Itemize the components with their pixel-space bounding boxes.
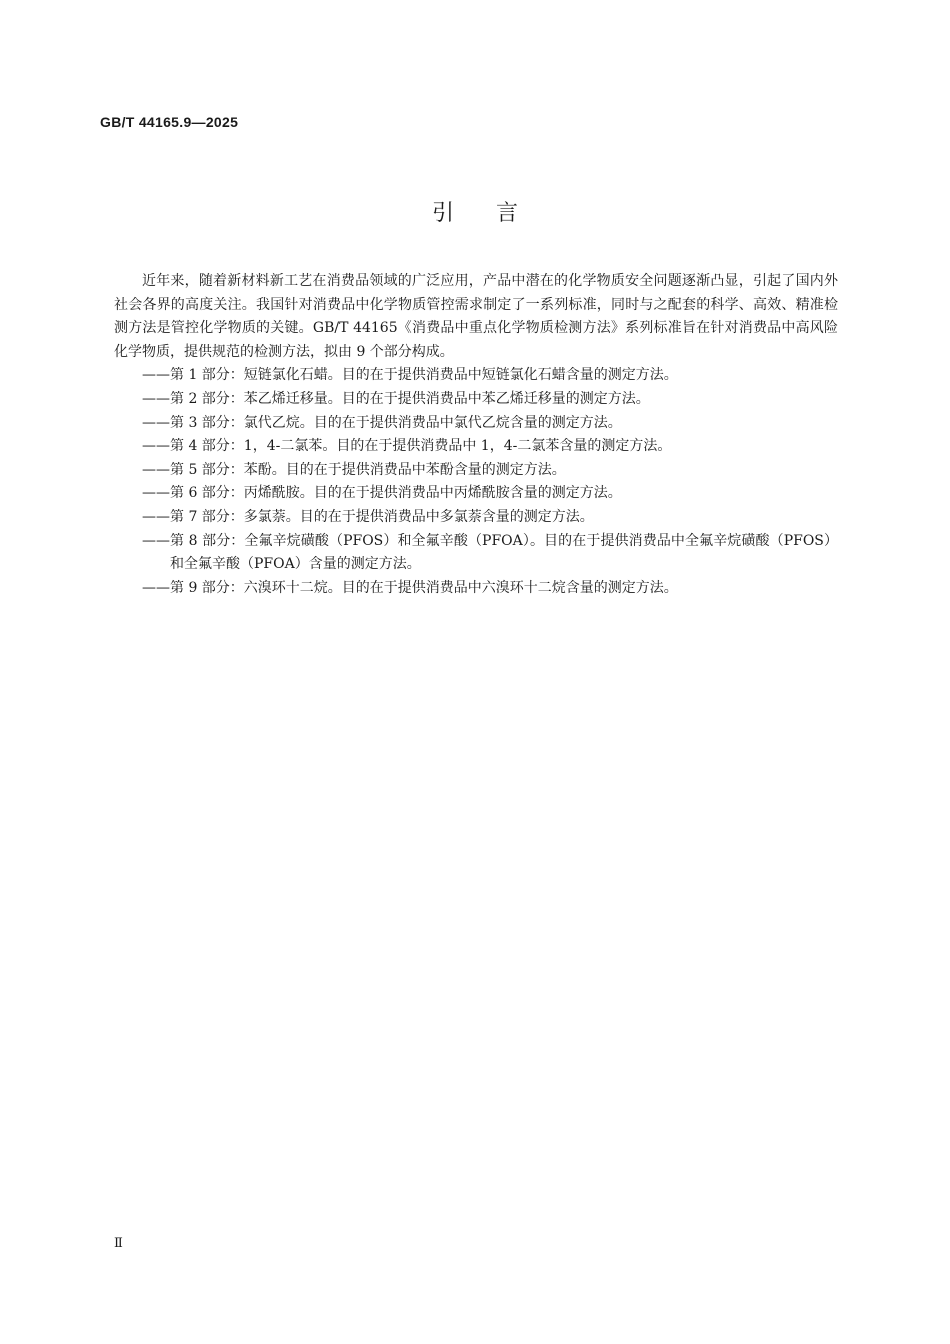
list-dash: —— xyxy=(142,532,170,549)
list-item-part-4 xyxy=(114,435,838,459)
page-number: Ⅱ xyxy=(114,1236,123,1251)
part-description: 第 3 部分：氯代乙烷。目的在于提供消费品中氯代乙烷含量的测定方法。 xyxy=(170,414,622,431)
list-dash: —— xyxy=(142,485,170,502)
list-item-part-8 xyxy=(114,530,838,577)
list-item-part-5 xyxy=(114,459,838,483)
part-description: 第 8 部分：全氟辛烷磺酸（PFOS）和全氟辛酸（PFOA）。目的在于提供消费品中全氟辛烷磺酸（PFOS）和全氟辛酸（PFOA）含量的测定方法。 xyxy=(170,532,838,573)
part-description: 第 5 部分：苯酚。目的在于提供消费品中苯酚含量的测定方法。 xyxy=(170,461,566,478)
list-item-part-6 xyxy=(114,482,838,506)
list-dash: —— xyxy=(142,508,170,525)
list-item-part-2 xyxy=(114,388,838,412)
list-dash: —— xyxy=(142,390,170,407)
page-title: 引言 xyxy=(431,201,560,226)
list-dash: —— xyxy=(142,367,170,384)
document-body xyxy=(114,270,838,600)
standard-code: GB/T 44165.9—2025 xyxy=(100,114,239,130)
parts-list xyxy=(114,364,838,600)
part-description: 第 7 部分：多氯萘。目的在于提供消费品中多氯萘含量的测定方法。 xyxy=(170,508,594,525)
list-item-part-9 xyxy=(114,577,838,601)
part-description: 第 1 部分：短链氯化石蜡。目的在于提供消费品中短链氯化石蜡含量的测定方法。 xyxy=(170,367,678,384)
list-item-part-1 xyxy=(114,364,838,388)
list-dash: —— xyxy=(142,414,170,431)
intro-paragraph: 近年来，随着新材料新工艺在消费品领域的广泛应用，产品中潜在的化学物质安全问题逐渐凸显，引起了国内外社会各界的高度关注。我国针对消费品中化学物质管控需求制定了一系列标准，同时与之配套的科学、高效、精准检测方法是管控化学物质的关键。GB/T 44165《消费品中重点化学物质检测方法》系列标准旨在针对消费品中高风险化学物质，提供规范的检测方法，拟由 9 个部分构成。 xyxy=(114,273,838,360)
list-item-part-7 xyxy=(114,506,838,530)
list-dash: —— xyxy=(142,579,170,596)
part-description: 第 6 部分：丙烯酰胺。目的在于提供消费品中丙烯酰胺含量的测定方法。 xyxy=(170,485,622,502)
part-description: 第 9 部分：六溴环十二烷。目的在于提供消费品中六溴环十二烷含量的测定方法。 xyxy=(170,579,678,596)
list-dash: —— xyxy=(142,438,170,455)
list-dash: —— xyxy=(142,461,170,478)
part-description: 第 4 部分：1，4-二氯苯。目的在于提供消费品中 1，4-二氯苯含量的测定方法。 xyxy=(170,438,672,455)
list-item-part-3 xyxy=(114,412,838,436)
part-description: 第 2 部分：苯乙烯迁移量。目的在于提供消费品中苯乙烯迁移量的测定方法。 xyxy=(170,390,650,407)
